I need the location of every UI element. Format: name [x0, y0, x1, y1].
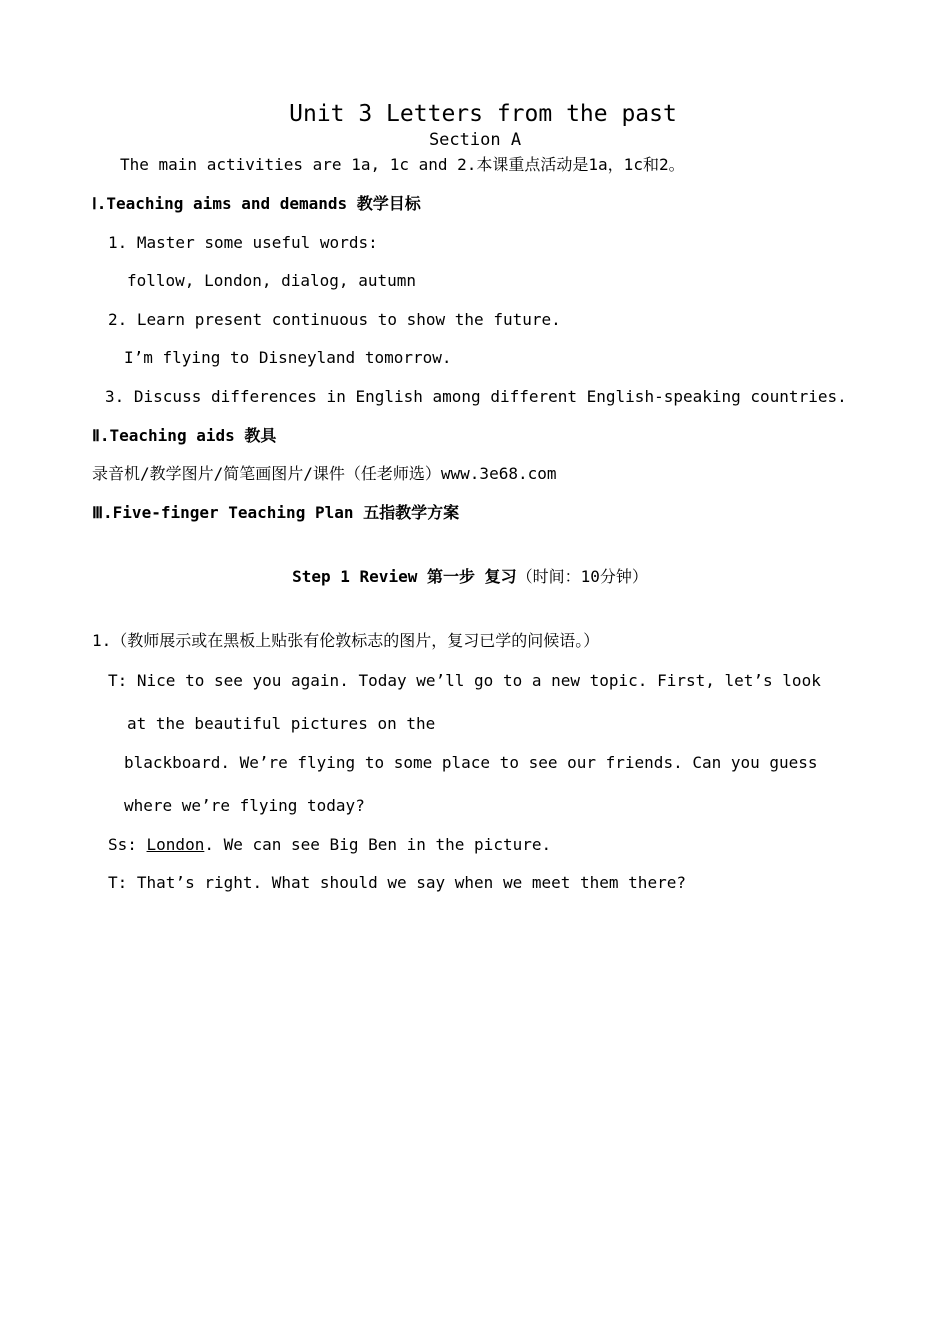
aim-item-1: 1. Master some useful words:: [108, 233, 378, 252]
aim-item-2-example: I’m flying to Disneyland tomorrow.: [124, 348, 452, 367]
step1-item-1: 1.（教师展示或在黑板上贴张有伦敦标志的图片，复习已学的问候语。）: [92, 631, 600, 650]
intro-text: The main activities are 1a, 1c and 2.本课重点活动是1a，1c和2。: [120, 155, 685, 174]
students-answer: London: [146, 835, 205, 854]
students-line: [108, 835, 551, 855]
aim-item-1-words: follow, London, dialog, autumn: [127, 271, 416, 290]
teacher-line-2: blackboard. We’re flying to some place to see our friends. Can you guess: [124, 753, 818, 772]
page-title: Unit 3 Letters from the past: [289, 101, 677, 127]
section-subtitle: Section A: [428, 130, 522, 150]
section1-heading: Ⅰ.Teaching aims and demands 教学目标: [92, 194, 421, 213]
step1-heading: [0, 567, 940, 587]
aim-item-3: 3. Discuss differences in English among different English-speaking countries.: [105, 387, 847, 406]
step1-title: Step 1 Review 第一步 复习: [292, 567, 517, 586]
students-rest: . We can see Big Ben in the picture.: [204, 835, 552, 854]
section2-heading: Ⅱ.Teaching aids 教具: [92, 426, 277, 445]
aim-item-2: 2. Learn present continuous to show the future.: [108, 310, 561, 329]
step1-time: （时间：10分钟）: [516, 567, 648, 586]
teacher-line-1: T: Nice to see you again. Today we’ll go to a new topic. First, let’s look: [108, 671, 821, 690]
teacher-line-2-cont: where we’re flying today?: [124, 796, 365, 815]
students-prefix: Ss:: [108, 835, 147, 854]
teaching-aids-list: 录音机/教学图片/简笔画图片/课件（任老师选）www.3e68.com: [92, 464, 557, 483]
teacher-line-3: T: That’s right. What should we say when we meet them there?: [108, 873, 686, 892]
teacher-line-1-cont: at the beautiful pictures on the: [127, 714, 436, 733]
section3-heading: Ⅲ.Five-finger Teaching Plan 五指教学方案: [92, 503, 460, 522]
